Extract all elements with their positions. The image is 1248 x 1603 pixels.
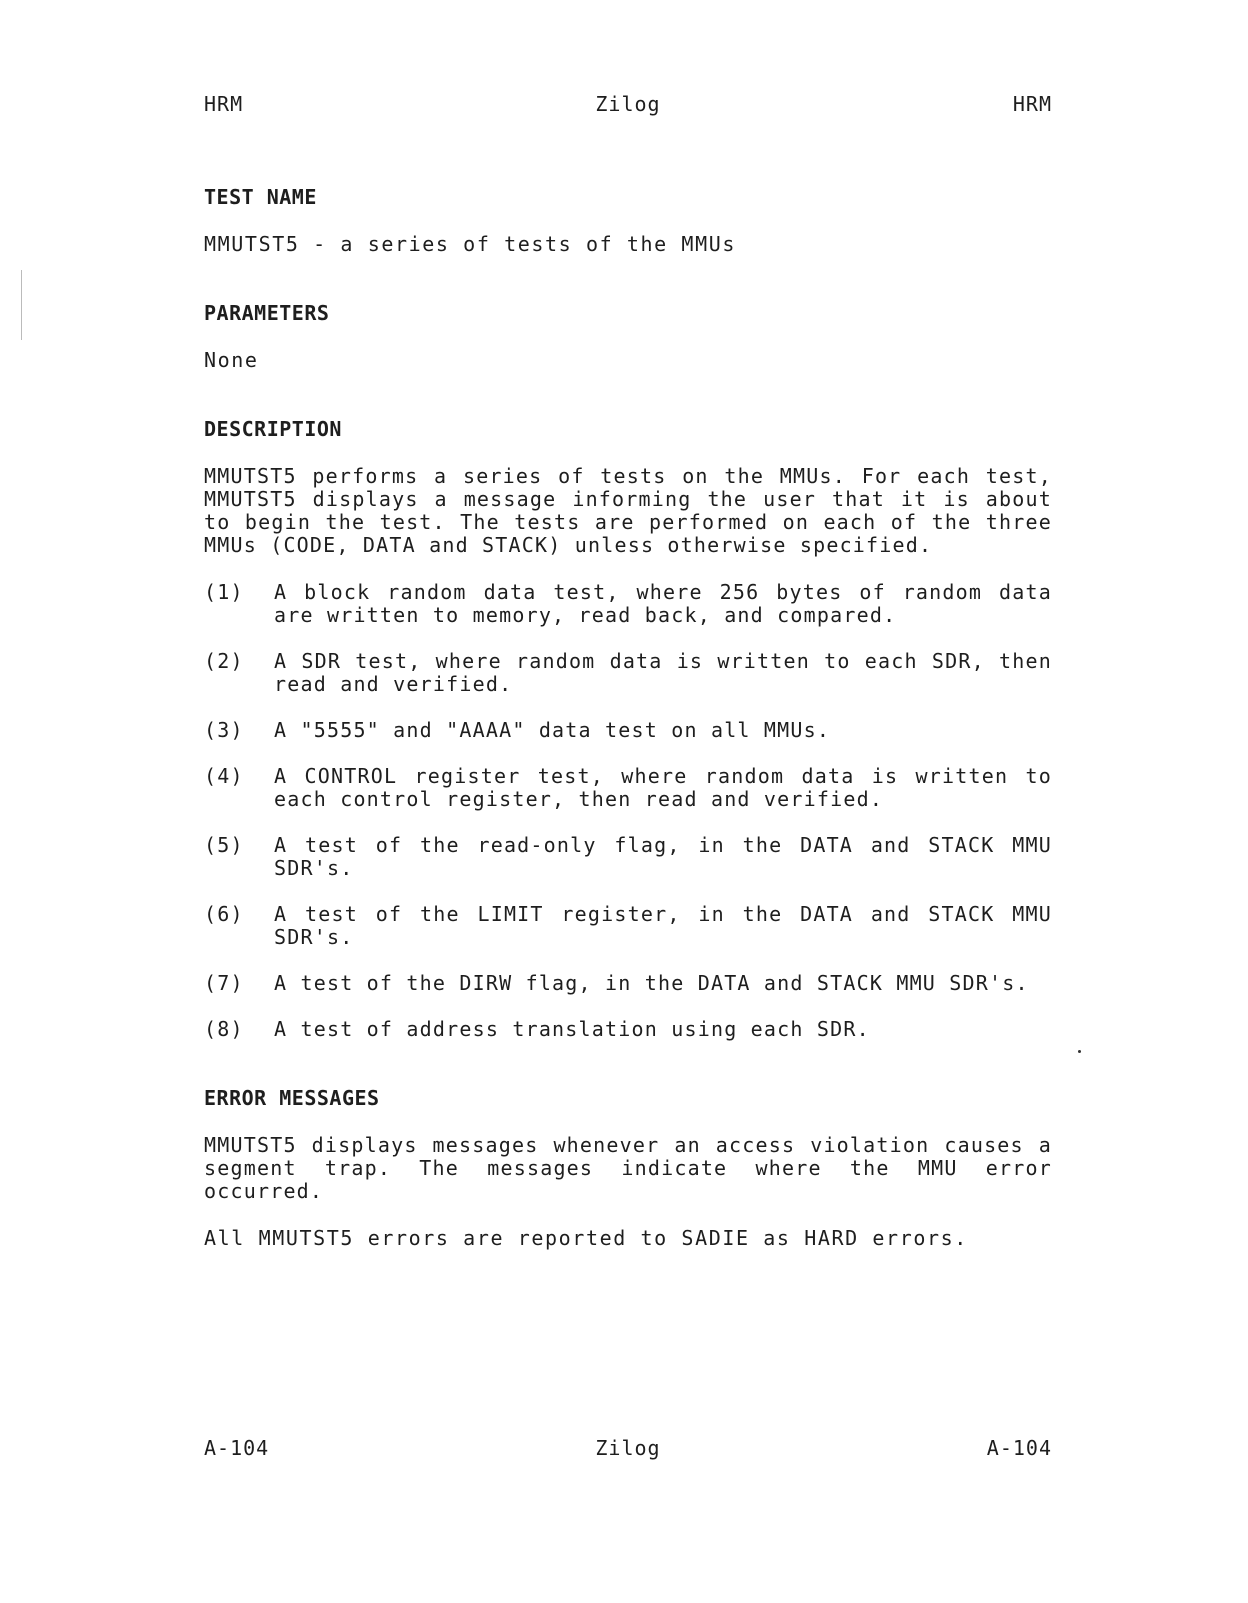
list-item <box>204 834 1052 880</box>
error-messages-para-2: All MMUTST5 errors are reported to SADIE as HARD errors. <box>204 1226 968 1250</box>
test-name-heading: TEST NAME <box>204 185 317 209</box>
list-item <box>204 581 1052 627</box>
description-heading: DESCRIPTION <box>204 417 342 441</box>
list-item-text: A test of address translation using each SDR. <box>274 1017 870 1041</box>
scan-margin-mark <box>21 270 22 340</box>
list-item-number: (4) <box>204 764 244 788</box>
list-item <box>204 765 1052 811</box>
list-item-text: A CONTROL register test, where random data is written to each control register, then read and verified. <box>274 764 1052 811</box>
list-item <box>204 719 1052 742</box>
header-center: Zilog <box>595 92 661 116</box>
footer-left: A-104 <box>204 1436 270 1460</box>
list-item-number: (7) <box>204 971 244 995</box>
page-body <box>204 185 1066 1296</box>
list-item-number: (1) <box>204 580 244 604</box>
list-item <box>204 650 1052 696</box>
header-left: HRM <box>204 92 244 116</box>
test-name-text: MMUTST5 - a series of tests of the MMUs <box>204 232 736 256</box>
error-messages-heading: ERROR MESSAGES <box>204 1086 380 1110</box>
running-footer <box>204 1436 1052 1462</box>
list-item-number: (8) <box>204 1017 244 1041</box>
list-item-text: A block random data test, where 256 bytes of random data are written to memory, read back, and compared. <box>274 580 1052 627</box>
list-item <box>204 1018 1052 1041</box>
test-list <box>204 581 1052 1041</box>
list-item <box>204 903 1052 949</box>
list-item-text: A test of the LIMIT register, in the DATA and STACK MMU SDR's. <box>274 902 1052 949</box>
footer-right: A-104 <box>986 1436 1052 1460</box>
list-item-text: A test of the DIRW flag, in the DATA and STACK MMU SDR's. <box>274 971 1029 995</box>
list-item-number: (3) <box>204 718 244 742</box>
list-item-number: (5) <box>204 833 244 857</box>
parameters-heading: PARAMETERS <box>204 301 330 325</box>
list-item-text: A "5555" and "AAAA" data test on all MMUs. <box>274 718 831 742</box>
footer-center: Zilog <box>595 1436 661 1460</box>
list-item-text: A SDR test, where random data is written to each SDR, then read and verified. <box>274 649 1052 696</box>
list-item-number: (6) <box>204 902 244 926</box>
description-intro: MMUTST5 performs a series of tests on the MMUs. For each test, MMUTST5 displays a message informing the user that it is about to begin the test. The tests are performed on each of the three MMUs (CODE, DATA and STACK) unless otherwise specified. <box>204 464 1066 557</box>
list-item <box>204 972 1052 995</box>
running-header <box>204 92 1052 118</box>
list-item-number: (2) <box>204 649 244 673</box>
scan-speck <box>1078 1050 1081 1053</box>
error-messages-para-1: MMUTST5 displays messages whenever an access violation causes a segment trap. The messages indicate where the MMU error occurred. <box>204 1133 1066 1203</box>
list-item-text: A test of the read-only flag, in the DATA and STACK MMU SDR's. <box>274 833 1052 880</box>
header-right: HRM <box>1012 92 1052 116</box>
parameters-text: None <box>204 348 259 372</box>
